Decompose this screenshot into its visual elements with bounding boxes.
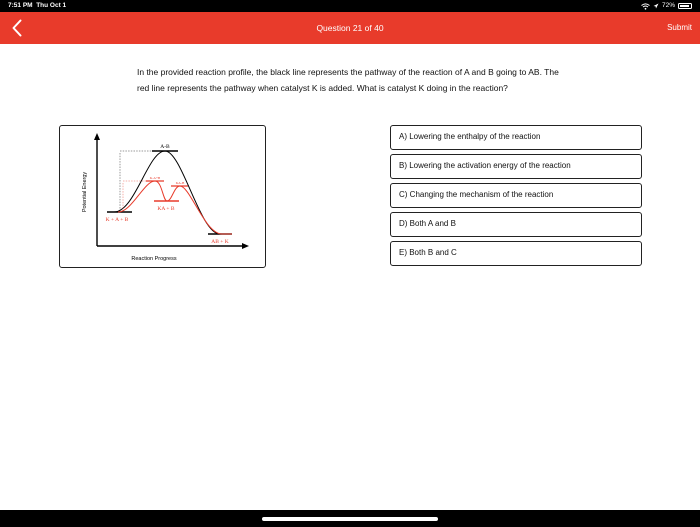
option-a[interactable]: A) Lowering the enthalpy of the reaction <box>390 125 642 150</box>
question-text: In the provided reaction profile, the black line represents the pathway of the reaction of A and B going to AB. The red line represents the pathway when catalyst K is added. What is catalyst K doing in the reaction? <box>137 67 559 93</box>
uncatalyzed-pathway <box>114 151 232 234</box>
label-intermediate: KA + B <box>157 206 175 212</box>
submit-button[interactable]: Submit <box>667 23 692 32</box>
x-axis-label: Reaction Progress <box>131 256 177 262</box>
y-axis-arrow <box>94 133 100 140</box>
label-catalyzed-ts1: K-A+B <box>149 176 161 180</box>
app-header <box>0 12 700 44</box>
label-catalyzed-ts2: KA-B <box>175 181 185 185</box>
label-products: AB + K <box>211 239 229 245</box>
status-time <box>8 0 66 12</box>
catalyzed-pathway <box>118 181 232 234</box>
location-icon <box>653 3 659 9</box>
reaction-profile-figure <box>59 125 266 268</box>
x-axis-arrow <box>242 243 249 249</box>
y-axis-label: Potential Energy <box>82 171 88 213</box>
status-bar <box>0 0 700 12</box>
reaction-profile-diagram <box>60 126 264 266</box>
label-transition-state: A-B <box>160 144 170 150</box>
status-right <box>641 0 692 12</box>
option-b[interactable]: B) Lowering the activation energy of the reaction <box>390 154 642 179</box>
question-counter: Question 21 of 40 <box>316 23 384 33</box>
wifi-icon <box>641 3 650 10</box>
status-date: Thu Oct 1 <box>36 2 67 9</box>
question-content <box>0 44 700 510</box>
option-d[interactable]: D) Both A and B <box>390 212 642 237</box>
battery-percent: 72% <box>661 2 675 9</box>
home-indicator[interactable] <box>262 517 438 521</box>
answer-options <box>390 125 642 270</box>
option-c[interactable]: C) Changing the mechanism of the reaction <box>390 183 642 208</box>
battery-icon <box>678 3 692 9</box>
status-time-value: 7:51 PM <box>8 2 33 9</box>
label-reactants: K + A + B <box>105 217 129 223</box>
option-e[interactable]: E) Both B and C <box>390 241 642 266</box>
